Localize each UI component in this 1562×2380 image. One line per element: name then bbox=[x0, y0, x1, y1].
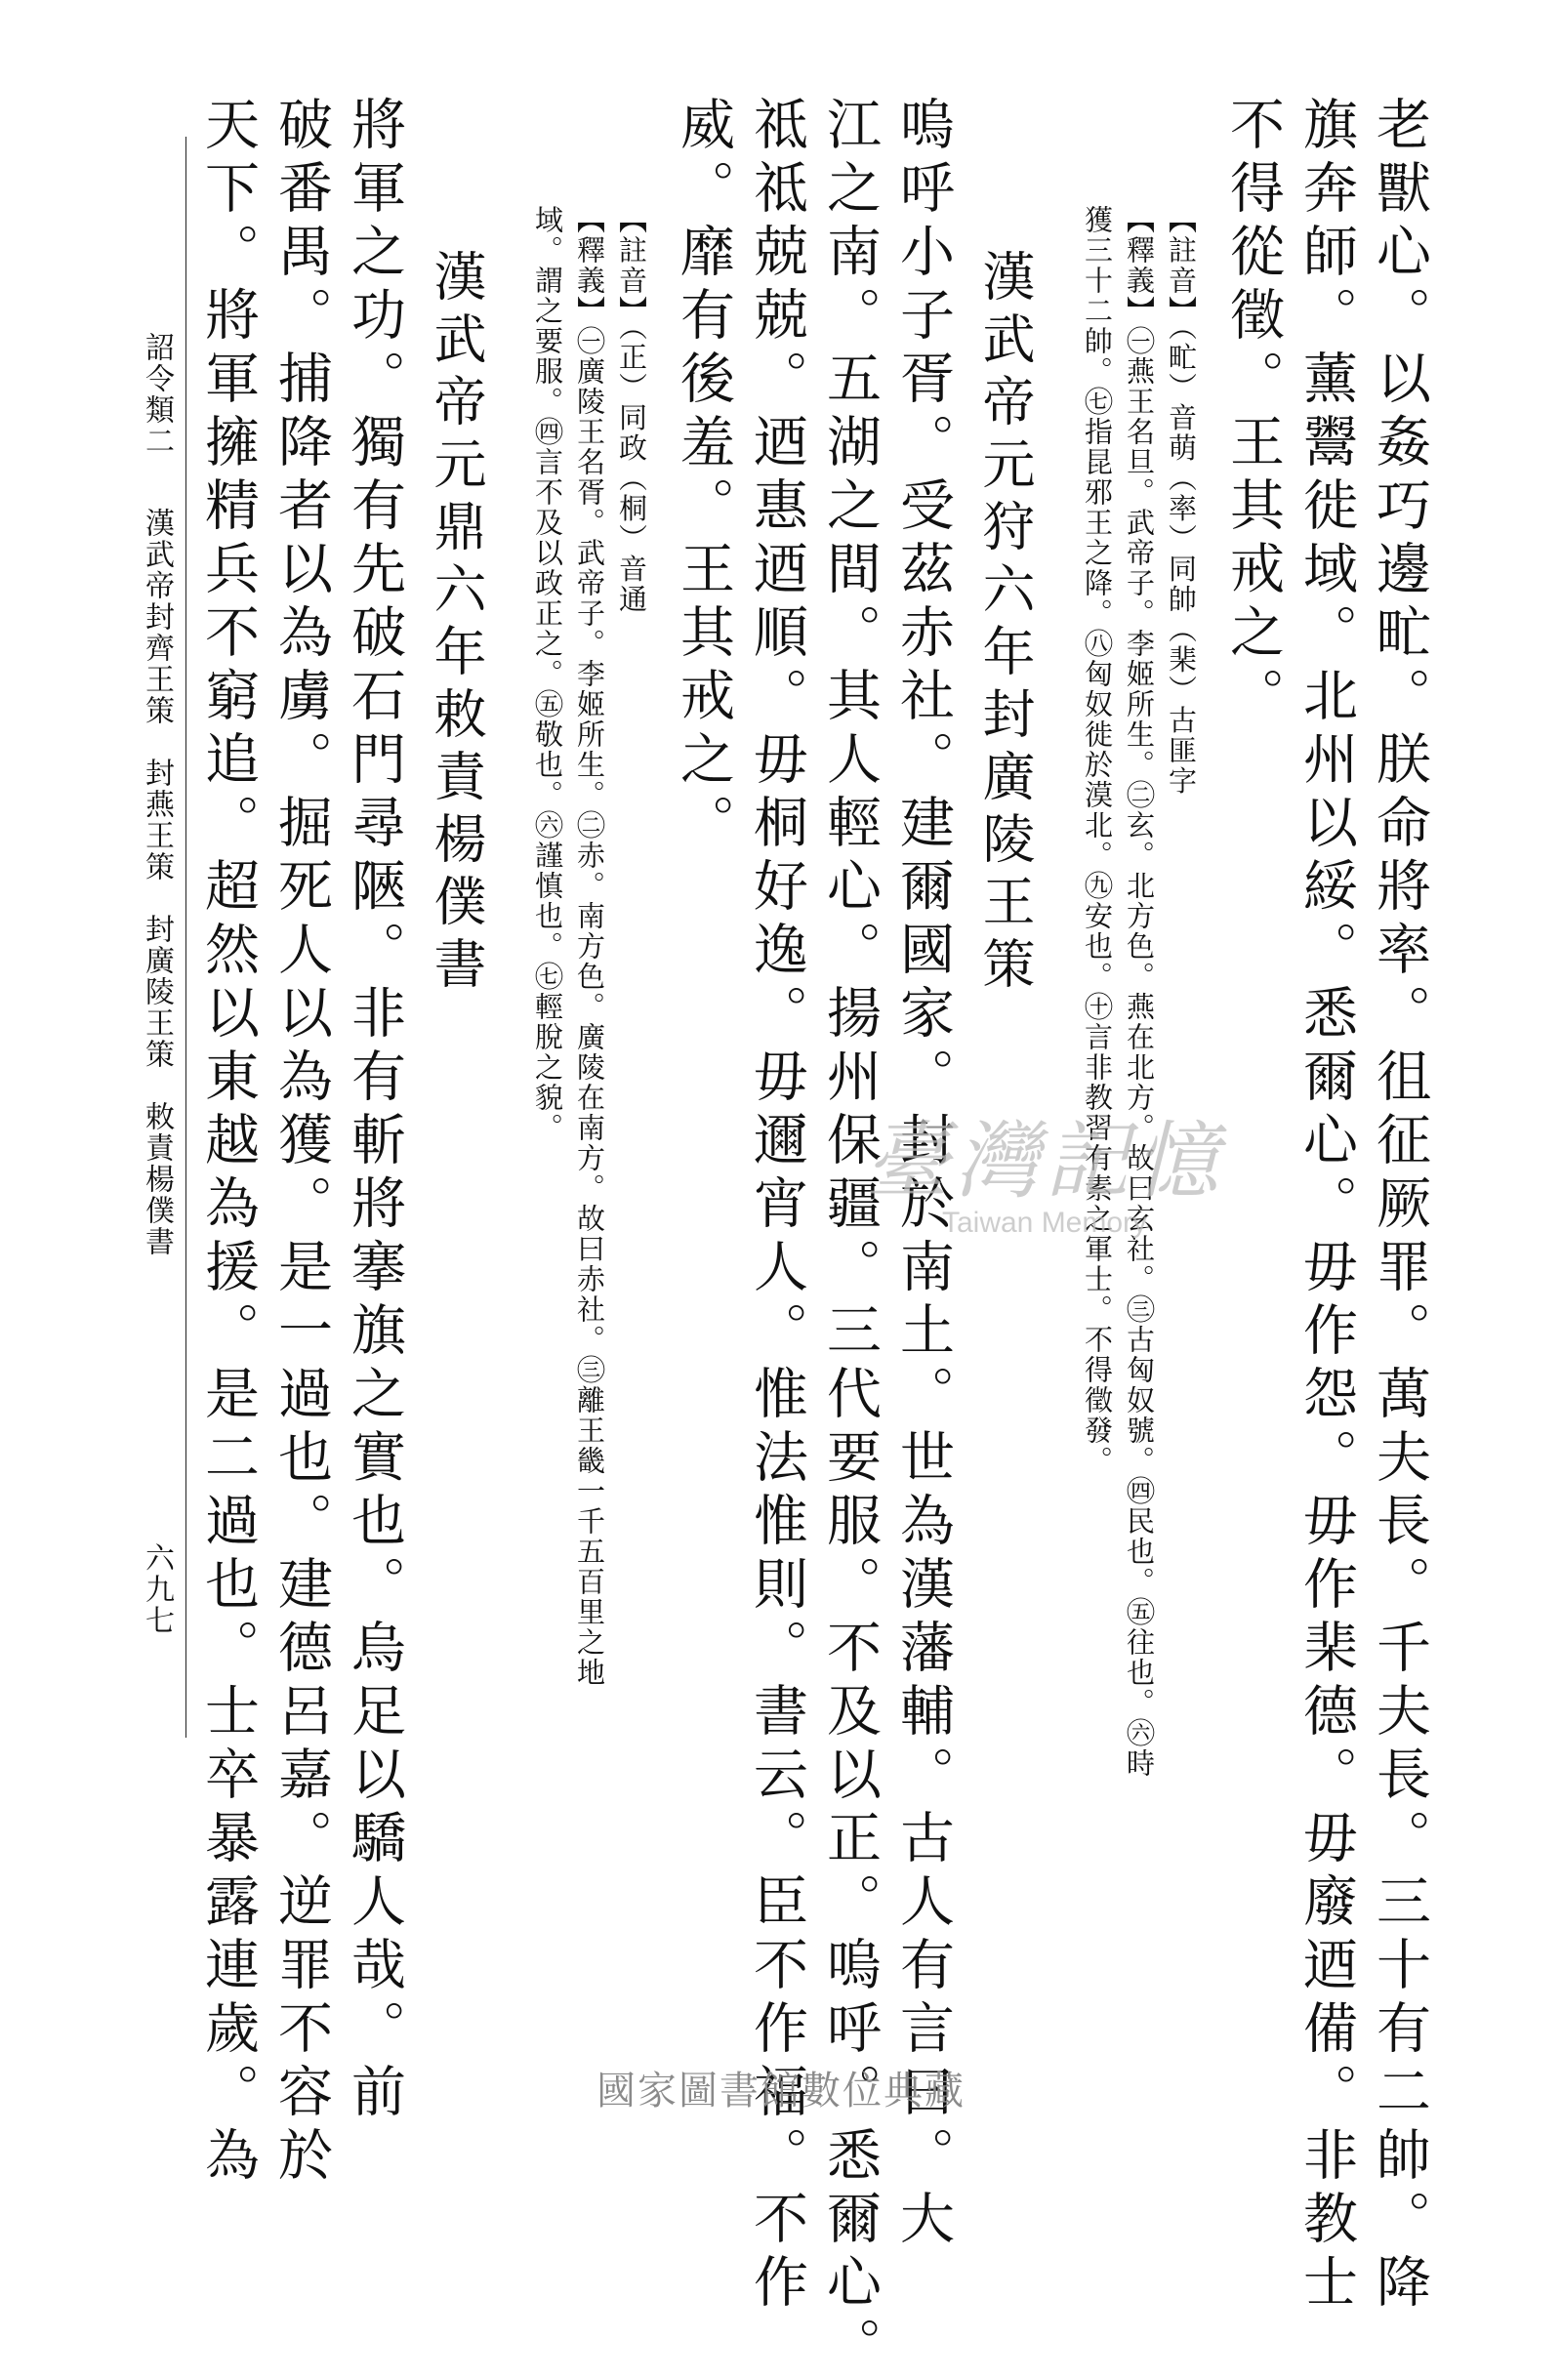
text-column-8: 將軍之功。獨有先破石門尋陿。非有斬將搴旗之實也。烏足以驕人哉。前 bbox=[343, 96, 406, 2126]
annotation-meaning-2: 【釋義】㊀廣陵王名胥。武帝子。李姬所生。㊁赤。南方色。廣陵在南方。故曰赤社。㊂離王畿一千五百里之地 bbox=[573, 205, 606, 1688]
watermark-logo bbox=[771, 1093, 1318, 1240]
running-category: 詔令類二 bbox=[140, 332, 174, 457]
column-divider bbox=[185, 137, 186, 1738]
text-column-5: 江之南。五湖之間。其人輕心。揚州保疆。三代要服。不及以正。嗚呼。悉爾心。 bbox=[818, 96, 882, 2380]
annotation-pronunciation-2: 【註音】（正）同政（桐）音通 bbox=[615, 205, 648, 615]
text-column-3: 不得從徵。王其戒之。 bbox=[1221, 96, 1285, 730]
section-heading-guangling: 漢武帝元狩六年封廣陵王策 bbox=[974, 249, 1036, 999]
text-column-1: 老獸心。以姦巧邊甿。朕命將率。徂征厥罪。萬夫長。千夫長。三十有二帥。降 bbox=[1368, 96, 1431, 2317]
annotation-meaning-1-cont: 獲三十二帥。㊆指昆邪王之降。㊇匈奴徙於漠北。㊈安也。㊉言非教習有素之軍士。不得徵發。 bbox=[1081, 205, 1114, 1476]
annotation-pronunciation-1: 【註音】（甿）音萌（率）同帥（棐）古匪字 bbox=[1165, 205, 1198, 797]
library-footer: 國家圖書館數位典藏 bbox=[596, 2069, 966, 2113]
watermark-chinese: 臺灣記憶 bbox=[865, 1113, 1224, 1211]
text-column-2: 旗奔師。薰鬻徙域。北州以綏。悉爾心。毋作怨。毋作棐德。毋廢迺備。非教士 bbox=[1295, 96, 1358, 2317]
watermark-english: Taiwan Memory bbox=[941, 1207, 1148, 1239]
annotation-meaning-2-cont: 域。謂之要服。㊃言不及以政正之。㊄敬也。㊅謹慎也。㊆輕脫之貌。 bbox=[531, 205, 564, 1143]
text-column-7: 威。靡有後羞。王其戒之。 bbox=[672, 96, 735, 857]
section-heading-yangpu: 漢武帝元鼎六年敕責楊僕書 bbox=[426, 249, 487, 999]
annotation-meaning-1: 【釋義】㊀燕王名旦。武帝子。李姬所生。㊁玄。北方色。燕在北方。故曰玄社。㊂古匈奴號。㊃民也。㊄往也。㊅時 bbox=[1123, 205, 1156, 1779]
text-column-10: 天下。將軍擁精兵不窮追。超然以東越為援。是二過也。士卒暴露連歲。為 bbox=[196, 96, 260, 2190]
text-column-6: 祗祗兢兢。迺惠迺順。毋桐好逸。毋邇宵人。惟法惟則。書云。臣不作福。不作 bbox=[745, 96, 808, 2317]
text-column-9: 破番禺。捕降者以為虜。掘死人以為獲。是一過也。建德呂嘉。逆罪不容於 bbox=[269, 96, 333, 2190]
running-titles: 漢武帝封齊王策 封燕王策 封廣陵王策 敕責楊僕書 bbox=[140, 508, 174, 1257]
page-number: 六九七 bbox=[140, 1542, 174, 1636]
text-column-4: 嗚呼小子胥。受茲赤社。建爾國家。封於南土。世為漢藩輔。古人有言曰。大 bbox=[891, 96, 955, 2253]
